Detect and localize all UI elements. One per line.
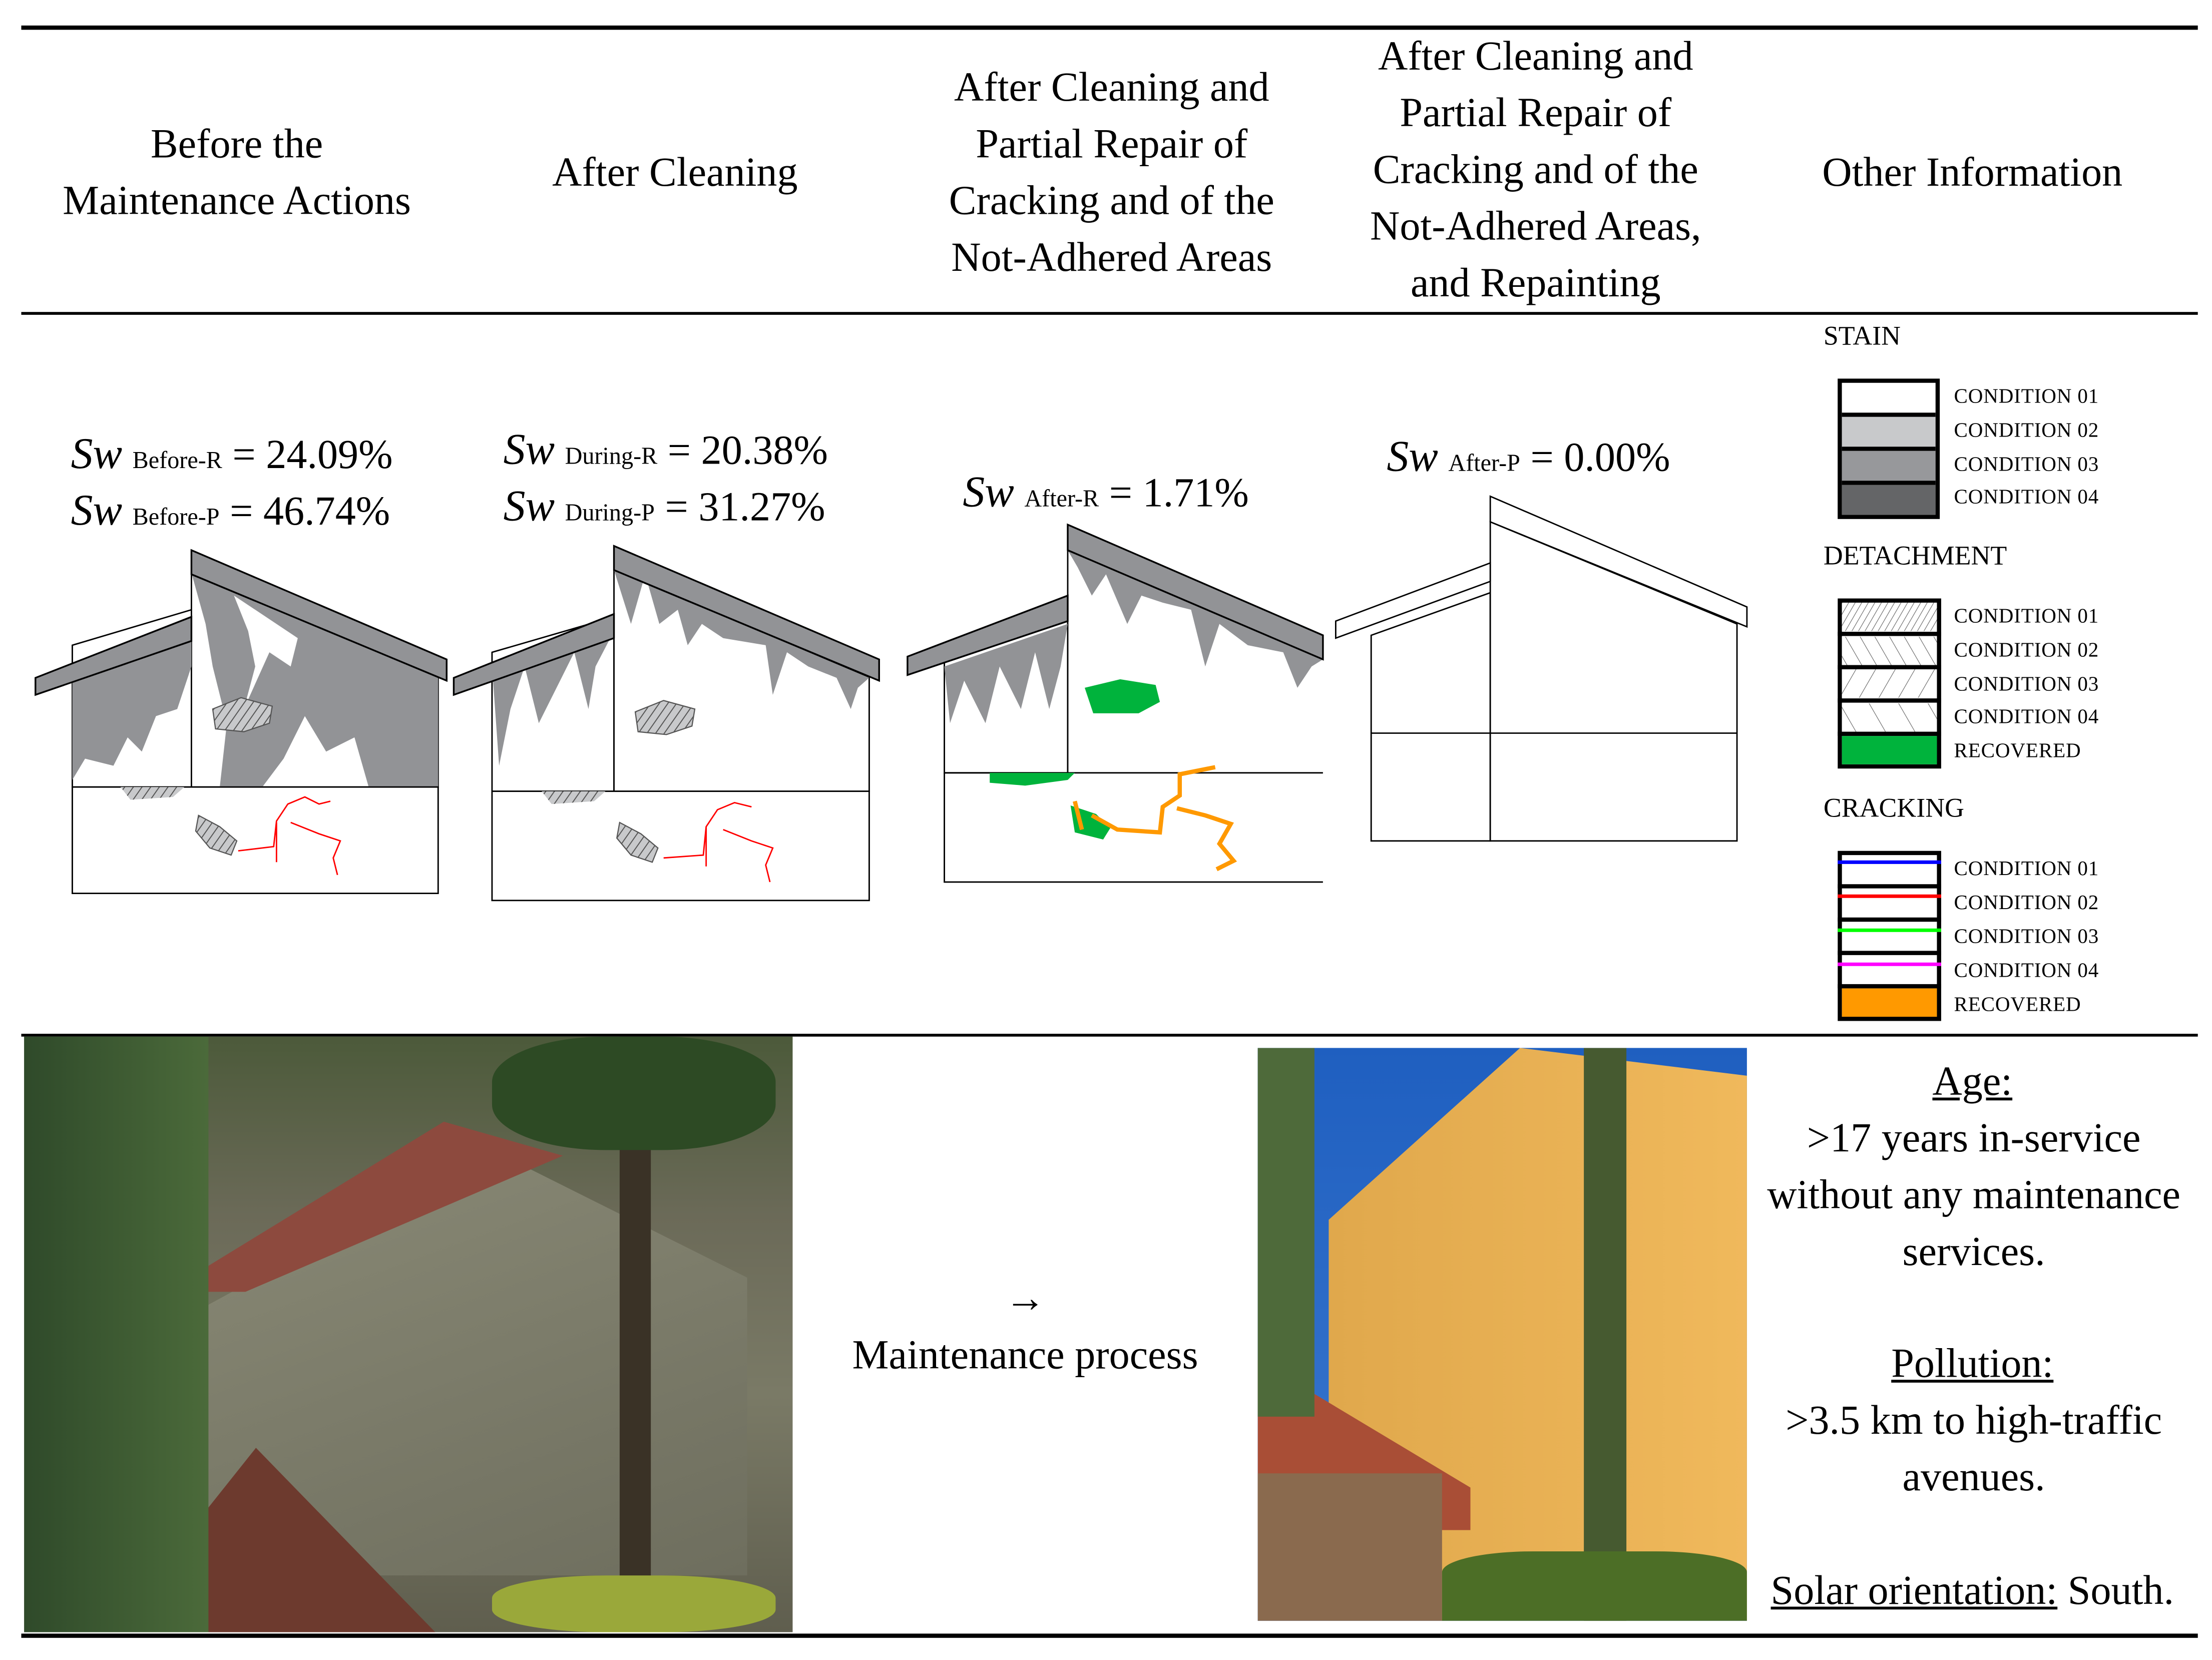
- sw-during-p: Sw During-P = 31.27%: [503, 481, 825, 531]
- legend-label: RECOVERED: [1954, 994, 2081, 1017]
- photo-before-maintenance: [24, 1037, 792, 1632]
- legend-label: CONDITION 03: [1954, 673, 2099, 696]
- sw-after-p: Sw After-P = 0.00%: [1387, 431, 1670, 481]
- facade-after-repainting: [1336, 496, 1746, 841]
- legend-stain-swatches: [1838, 378, 1940, 519]
- info-age-text: >17 years in-service without any maintenance services.: [1767, 1116, 2180, 1275]
- sw-before-r: Sw Before-R = 24.09%: [71, 428, 393, 478]
- legend-label: CONDITION 01: [1954, 858, 2099, 881]
- stain-swatch-1: [1842, 383, 1936, 417]
- legend-label: CONDITION 03: [1954, 926, 2099, 949]
- header-after-cleaning: After Cleaning: [552, 150, 798, 196]
- legend-stain-title: STAIN: [1823, 322, 1901, 352]
- legend-cracking-swatches: [1838, 851, 1941, 1021]
- stain-swatch-2: [1842, 417, 1936, 451]
- legend-label: CONDITION 03: [1954, 454, 2099, 477]
- legend-label: CONDITION 02: [1954, 639, 2099, 662]
- facade-after-repair: [908, 525, 1323, 882]
- header-other-info: Other Information: [1822, 150, 2123, 196]
- facade-before: [36, 550, 447, 894]
- header-after-repainting: After Cleaning and Partial Repair of Cracking and of the Not-Adhered Areas, and Repainting: [1370, 34, 1701, 306]
- legend-cracking-title: CRACKING: [1823, 794, 1964, 824]
- stain-swatch-3: [1842, 451, 1936, 485]
- legend-label: RECOVERED: [1954, 740, 2081, 763]
- info-pollution-label: Pollution:: [1891, 1341, 2054, 1387]
- photo-after-maintenance: [1258, 1048, 1747, 1620]
- info-age-label: Age:: [1932, 1059, 2013, 1105]
- legend-label: CONDITION 02: [1954, 420, 2099, 443]
- facade-after-cleaning: [454, 546, 879, 901]
- maintenance-process-label: Maintenance process: [852, 1333, 1198, 1379]
- legend-label: CONDITION 04: [1954, 706, 2099, 729]
- legend-label: CONDITION 04: [1954, 960, 2099, 983]
- header-before: Before the Maintenance Actions: [63, 122, 411, 224]
- sw-before-p: Sw Before-P = 46.74%: [71, 485, 390, 535]
- maintenance-arrow: →: [1004, 1276, 1046, 1322]
- info-solar: Solar orientation: South.: [1771, 1568, 2174, 1614]
- sw-during-r: Sw During-R = 20.38%: [503, 424, 828, 474]
- legend-label: CONDITION 01: [1954, 605, 2099, 628]
- legend-label: CONDITION 04: [1954, 486, 2099, 509]
- sw-after-r: Sw After-R = 1.71%: [963, 466, 1249, 517]
- legend-detachment-title: DETACHMENT: [1823, 542, 2007, 572]
- info-pollution-text: >3.5 km to high-traffic avenues.: [1786, 1398, 2162, 1500]
- legend-label: CONDITION 01: [1954, 385, 2099, 408]
- header-after-repair: After Cleaning and Partial Repair of Cracking and of the Not-Adhered Areas: [949, 65, 1274, 281]
- stain-swatch-4: [1842, 485, 1936, 515]
- legend-label: CONDITION 02: [1954, 892, 2099, 915]
- legend-detachment-swatches: [1838, 598, 1941, 768]
